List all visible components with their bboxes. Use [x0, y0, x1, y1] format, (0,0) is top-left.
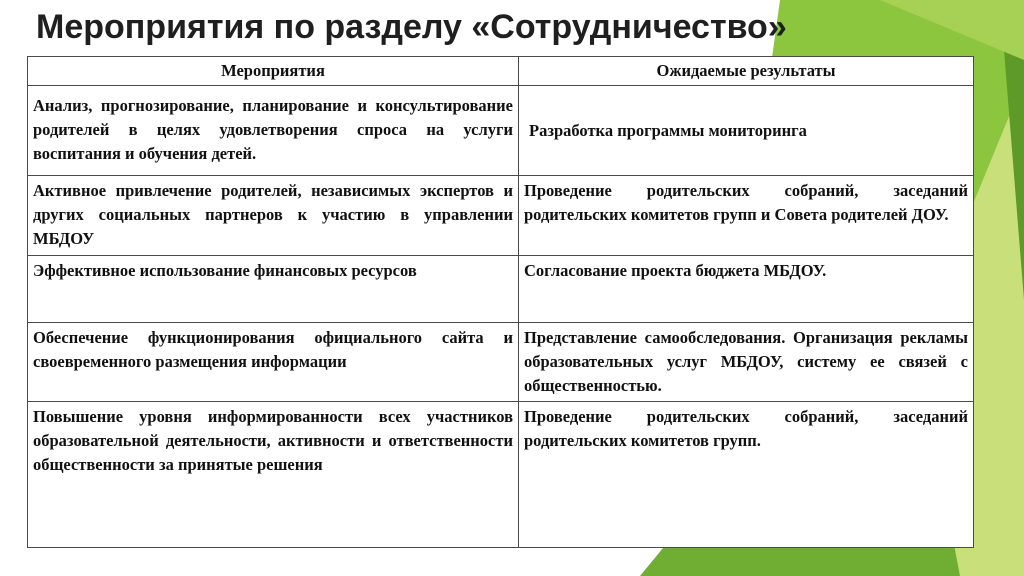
activity-cell: Повышение уровня информированности всех участников образовательной деятельности, активности и ответственности общественности за принятые решения [28, 402, 519, 548]
result-cell: Проведение родительских собраний, заседаний родительских комитетов групп. [519, 402, 974, 548]
table-row [28, 176, 974, 256]
header-activities: Мероприятия [28, 57, 519, 86]
result-cell: Представление самообследования. Организация рекламы образовательных услуг МБДОУ, систему ее связей с общественностью. [519, 323, 974, 402]
activities-table-top [27, 56, 974, 324]
header-expected-results: Ожидаемые результаты [519, 57, 974, 86]
result-cell: Разработка программы мониторинга [519, 86, 974, 176]
table-row [28, 86, 974, 176]
activity-cell: Активное привлечение родителей, независимых экспертов и других социальных партнеров к участию в управлении МБДОУ [28, 176, 519, 256]
table-row [28, 323, 974, 402]
activity-cell: Эффективное использование финансовых ресурсов [28, 256, 519, 324]
activity-cell: Анализ, прогнозирование, планирование и консультирование родителей в целях удовлетворения спроса на услуги воспитания и обучения детей. [28, 86, 519, 176]
activity-cell: Обеспечение функционирования официального сайта и своевременного размещения информации [28, 323, 519, 402]
activities-table-bottom [27, 322, 974, 548]
result-cell: Согласование проекта бюджета МБДОУ. [519, 256, 974, 324]
result-cell: Проведение родительских собраний, заседаний родительских комитетов групп и Совета родителей ДОУ. [519, 176, 974, 256]
table-row [28, 256, 974, 324]
slide-title: Мероприятия по разделу «Сотрудничество» [36, 8, 787, 46]
table-header-row [28, 57, 974, 86]
table-row [28, 402, 974, 548]
